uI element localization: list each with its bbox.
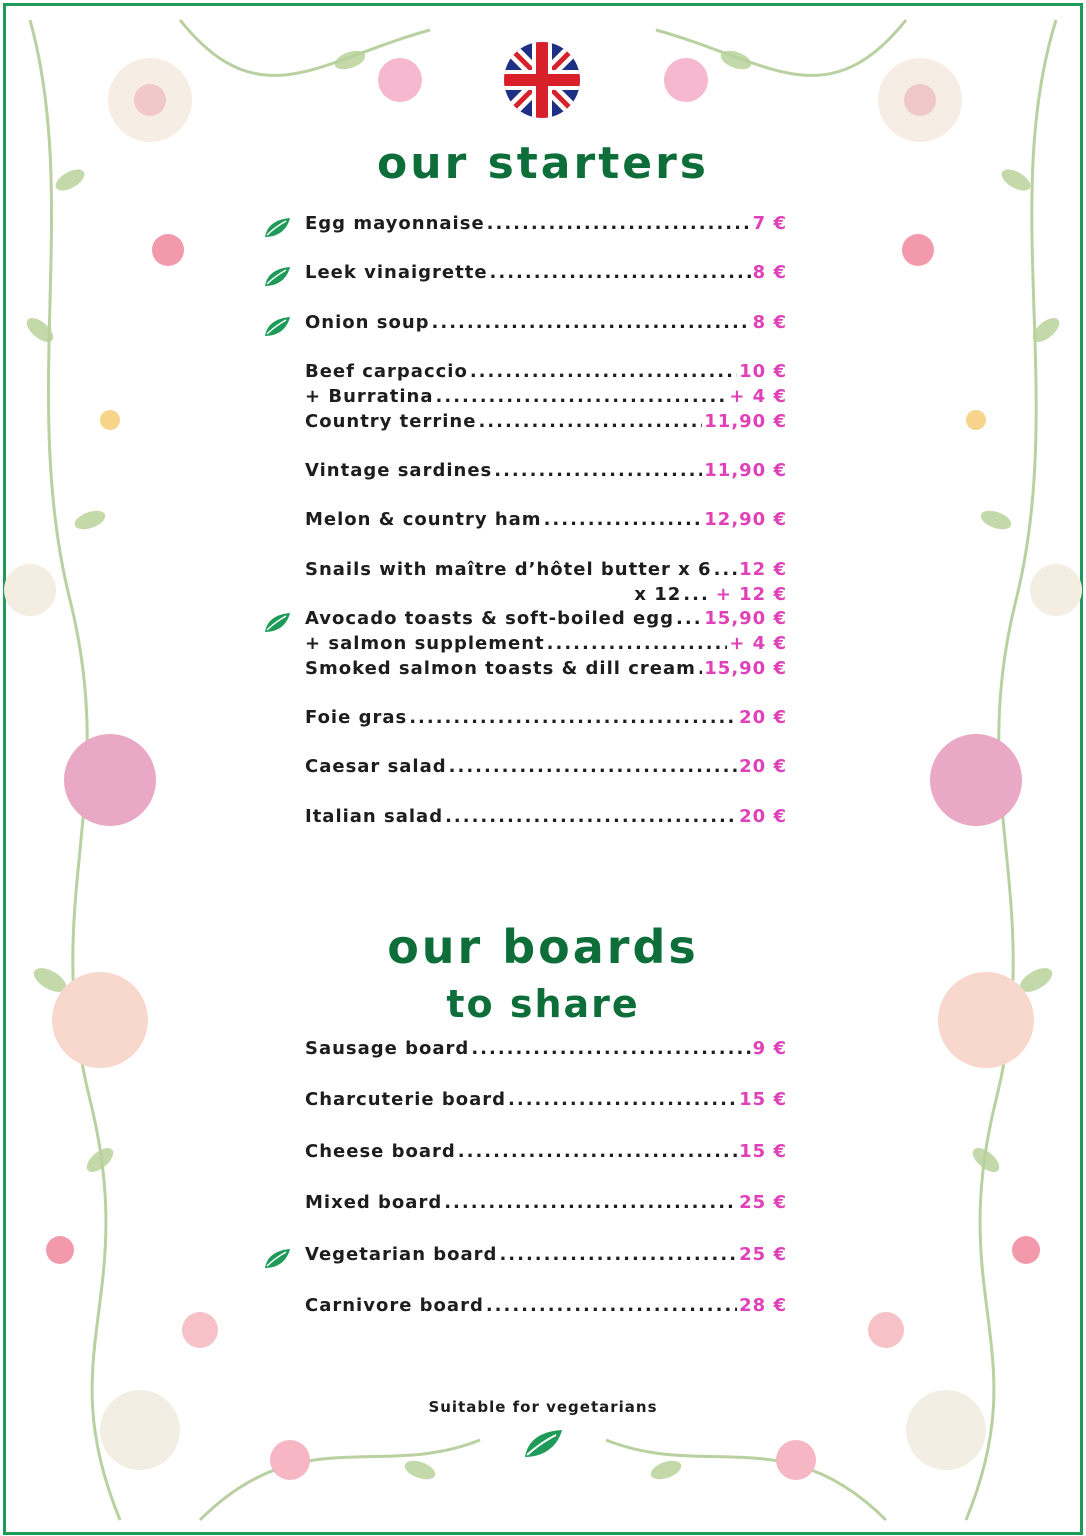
menu-item [305,559,787,609]
dot-leader [490,262,751,283]
menu-item-row [305,608,787,633]
item-price: 15 € [739,1140,787,1162]
menu-item-row [305,1089,787,1114]
menu-item-row [305,1192,787,1217]
item-name: Carnivore board [305,1294,484,1316]
item-price: 15,90 € [704,608,787,630]
dot-leader [445,806,737,827]
item-price: 12 € [739,558,787,580]
item-name: x 12 [634,583,682,605]
dot-leader [683,584,710,605]
leaf-icon [263,1248,291,1270]
item-name: Caesar salad [305,756,447,778]
menu-item [305,361,787,411]
item-price: + 4 € [729,633,787,655]
item-price: 28 € [739,1294,787,1316]
dot-leader [409,707,737,728]
menu-item [305,806,787,831]
menu-item [305,1089,787,1114]
item-name: Vegetarian board [305,1243,498,1265]
menu-item-row [305,806,787,831]
item-name: Country terrine [305,410,477,432]
menu-item-row [305,756,787,781]
item-price: 11,90 € [704,410,787,432]
item-name: + salmon supplement [305,633,545,655]
uk-flag-icon[interactable] [504,42,580,118]
item-name: Cheese board [305,1140,456,1162]
menu-item [305,509,787,534]
menu-item [305,1038,787,1063]
item-price: 25 € [739,1243,787,1265]
leaf-icon [263,266,291,288]
item-name: Avocado toasts & soft-boiled egg [305,608,675,630]
dot-leader [470,361,737,382]
item-name: Leek vinaigrette [305,262,488,284]
menu-item-row [305,633,787,658]
item-name: Snails with maître d’hôtel butter x 6 [305,558,712,580]
item-name: Foie gras [305,706,408,728]
dot-leader [444,1192,737,1213]
item-price: 15 € [739,1089,787,1111]
item-price: + 12 € [715,583,787,605]
menu-item [305,1141,787,1166]
menu-item-row [305,460,787,485]
dot-leader [698,658,702,679]
item-name: + Burratina [305,386,434,408]
menu-item-row [305,312,787,337]
dot-leader [487,213,751,234]
item-name: Vintage sardines [305,459,493,481]
item-price: 9 € [752,1038,787,1059]
dot-leader [458,1141,737,1162]
menu-item [305,460,787,485]
item-price: 8 € [752,311,787,333]
item-name: Beef carpaccio [305,361,468,383]
menu-item-row [305,411,787,436]
starters-list [305,213,787,855]
item-price: 20 € [739,756,787,778]
item-name: Italian salad [305,805,444,827]
vegetarian-legend: Suitable for vegetarians [428,1398,658,1416]
menu-item [305,1192,787,1217]
item-price: 10 € [739,361,787,383]
item-price: + 4 € [729,386,787,408]
menu-item [305,608,787,658]
menu-item [305,262,787,287]
item-price: 8 € [752,262,787,284]
menu-item [305,658,787,683]
menu-item [305,312,787,337]
menu-item-row [305,559,787,584]
menu-item-row [305,1244,787,1269]
item-name: Egg mayonnaise [305,213,485,234]
item-price: 11,90 € [704,459,787,481]
dot-leader [449,756,738,777]
dot-leader [544,509,703,530]
menu-item-row [305,213,787,238]
item-name: Charcuterie board [305,1089,507,1111]
menu-item-row [305,1038,787,1063]
dot-leader [499,1244,737,1265]
menu-item [305,1244,787,1269]
item-price: 25 € [739,1192,787,1214]
menu-item-row [305,509,787,534]
item-price: 20 € [739,805,787,827]
menu-item-row [305,386,787,411]
dot-leader [508,1089,737,1110]
item-name: Mixed board [305,1192,443,1214]
item-name: Melon & country ham [305,509,542,531]
menu-item [305,1295,787,1320]
menu-item [305,707,787,732]
menu-item-row [305,1141,787,1166]
menu-item-row [305,707,787,732]
item-price: 12,90 € [704,509,787,531]
boards-heading: our boards [387,920,699,974]
item-name: Sausage board [305,1038,470,1059]
item-name: Smoked salmon toasts & dill cream [305,657,696,679]
item-name: Onion soup [305,311,430,333]
item-price: 20 € [739,706,787,728]
menu-item-row [305,262,787,287]
boards-list [305,1038,787,1346]
dot-leader [494,460,702,481]
menu-item-row [305,1295,787,1320]
boards-subheading: to share [446,982,640,1026]
dot-leader [486,1295,737,1316]
leaf-icon [263,612,291,634]
item-price: 7 € [752,213,787,234]
dot-leader [676,608,702,629]
menu-item [305,213,787,238]
starters-heading: our starters [377,138,709,189]
leaf-icon [522,1428,564,1460]
menu-item [305,411,787,436]
dot-leader [478,411,702,432]
menu-item-row [305,361,787,386]
leaf-icon [263,217,291,239]
menu-item [305,756,787,781]
dot-leader [547,633,728,654]
menu-item-row [305,584,787,609]
dot-leader [436,386,728,407]
dot-leader [714,559,738,580]
menu-item-row [305,658,787,683]
dot-leader [471,1038,750,1059]
item-price: 15,90 € [704,657,787,679]
leaf-icon [263,316,291,338]
dot-leader [432,312,751,333]
